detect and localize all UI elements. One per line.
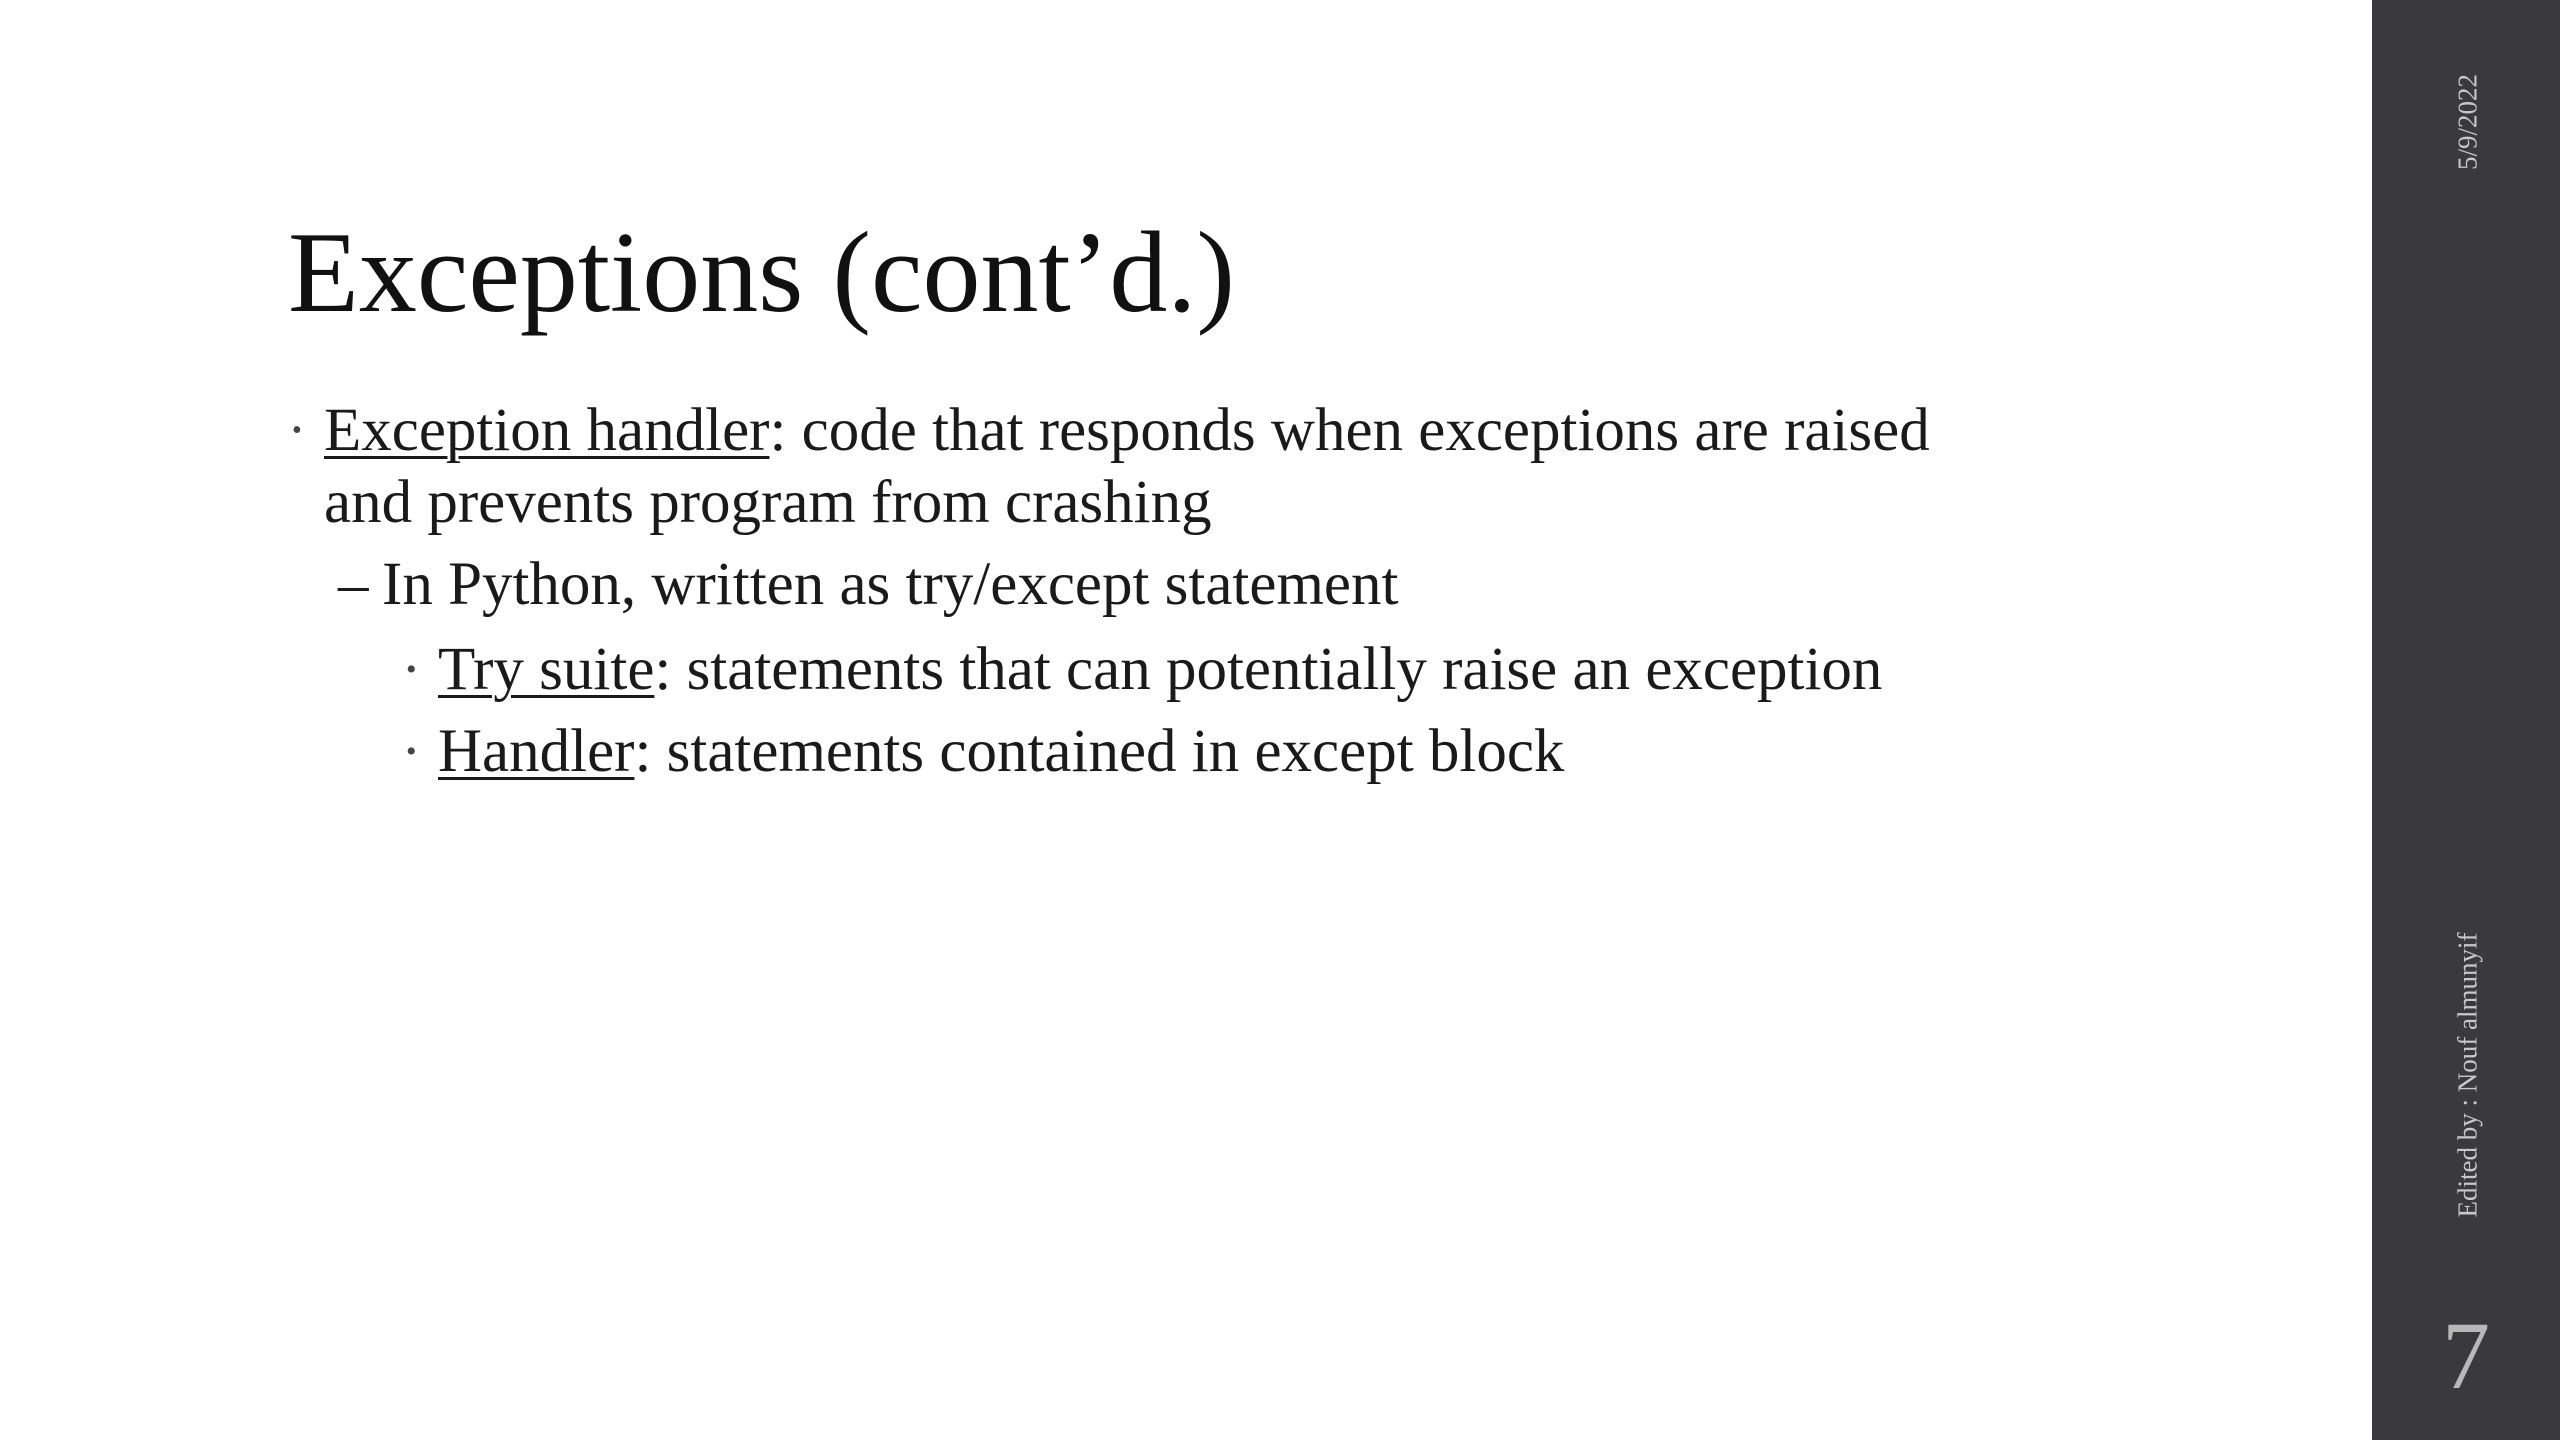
term-exception-handler: Exception handler (324, 397, 770, 464)
slide-number: 7 (2442, 1302, 2490, 1409)
term-try-suite: Try suite (438, 636, 655, 703)
bullet-exception-handler (288, 395, 2008, 539)
bullet-handler (288, 717, 2008, 787)
definition-exception-handler: : code that responds when exceptions are raised and prevents program from crashing (324, 397, 1930, 536)
slide-footer: Edited by : Nouf almunyif (2452, 932, 2483, 1218)
sub-item-python (288, 549, 2008, 621)
bullet-icon: • (292, 415, 302, 446)
sidebar (2372, 0, 2560, 1440)
definition-try-suite: : statements that can potentially raise an exception (654, 636, 1883, 703)
slide-date: 5/9/2022 (2452, 73, 2483, 171)
bullet-icon: • (406, 653, 417, 686)
definition-handler: : statements contained in except block (634, 718, 1565, 785)
bullet-try-suite (288, 635, 2008, 705)
bullet-icon: • (406, 735, 417, 768)
dash-icon: – (338, 551, 369, 618)
slide-body (288, 395, 2008, 799)
slide-title: Exceptions (cont’d.) (288, 209, 1236, 337)
sub-item-text: In Python, written as try/except statement (382, 551, 1399, 618)
term-handler: Handler (438, 718, 635, 785)
